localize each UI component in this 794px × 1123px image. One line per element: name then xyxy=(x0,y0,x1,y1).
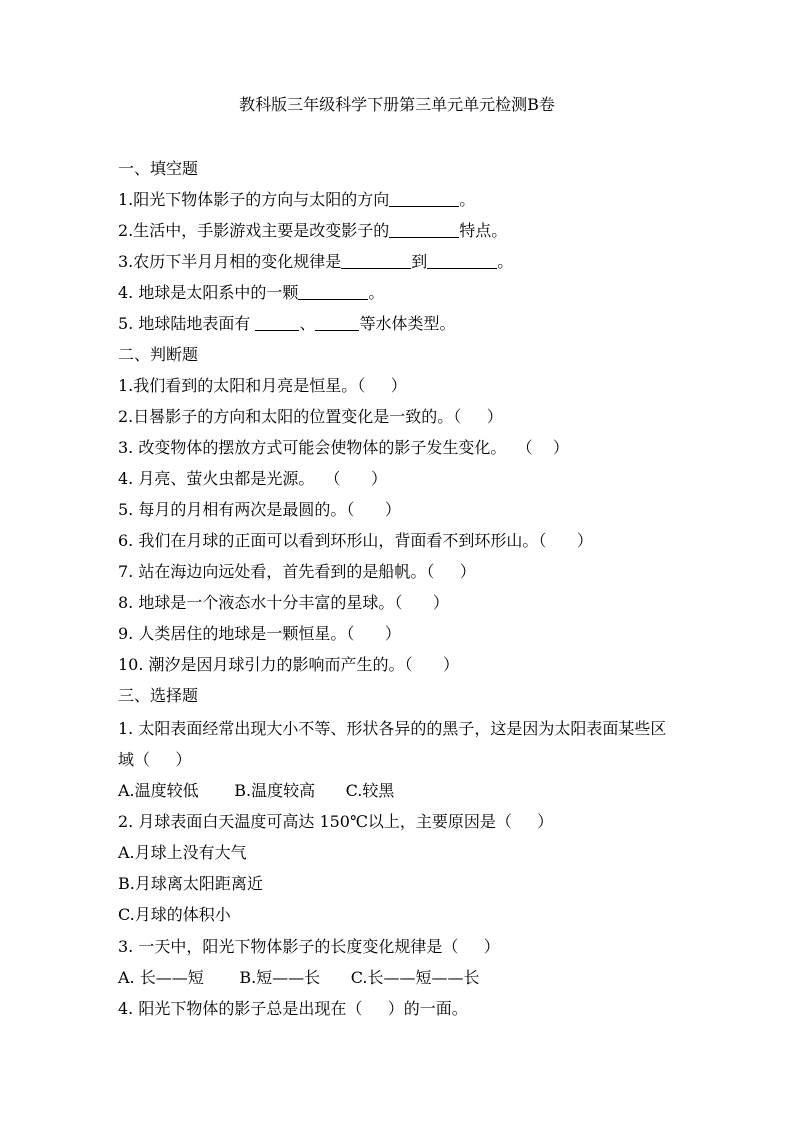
answer-blank[interactable] xyxy=(315,314,359,331)
question-text: 2.生活中，手影游戏主要是改变影子的 xyxy=(118,221,390,240)
question-judge: 3. 改变物体的摆放方式可能会使物体的影子发生变化。 （ ） xyxy=(118,438,569,457)
choice-option: A.月球上没有大气 xyxy=(118,843,247,862)
question-choice-text: 4. 阳光下物体的影子总是出现在（ ）的一面。 xyxy=(118,999,468,1018)
question-judge: 8. 地球是一个液态水十分丰富的星球。（ ） xyxy=(118,593,449,612)
page-title: 教科版三年级科学下册第三单元单元检测B卷 xyxy=(239,95,555,114)
question-text: 特点。 xyxy=(459,221,508,240)
choice-options: A. 长——短 B.短——长 C.长——短——长 xyxy=(118,968,480,987)
question-fill-3 xyxy=(118,251,513,273)
section-heading-true-false: 二、判断题 xyxy=(118,345,199,364)
question-fill-2 xyxy=(118,220,507,242)
answer-blank[interactable] xyxy=(427,252,497,269)
question-text: 1.阳光下物体影子的方向与太阳的方向 xyxy=(118,190,390,209)
choice-option: C.月球的体积小 xyxy=(118,905,231,924)
question-text: 4. 地球是太阳系中的一颗 xyxy=(118,283,299,302)
question-judge: 4. 月亮、萤火虫都是光源。 （ ） xyxy=(118,469,388,488)
question-judge: 9. 人类居住的地球是一颗恒星。（ ） xyxy=(118,624,401,643)
question-fill-1 xyxy=(118,189,475,211)
question-text: 到 xyxy=(411,252,428,271)
question-judge: 7. 站在海边向远处看，首先看到的是船帆。（ ） xyxy=(118,562,476,581)
question-choice-text: 1. 太阳表面经常出现大小不等、形状各异的的黑子，这是因为太阳表面某些区 xyxy=(118,719,667,738)
question-judge: 1.我们看到的太阳和月亮是恒星。（ ） xyxy=(118,376,407,395)
question-judge: 6. 我们在月球的正面可以看到环形山，背面看不到环形山。（ ） xyxy=(118,531,593,550)
answer-blank[interactable] xyxy=(389,221,459,238)
question-text: 。 xyxy=(497,252,514,271)
question-choice-text: 2. 月球表面白天温度可高达 150℃以上，主要原因是（ ） xyxy=(118,812,554,831)
section-heading-fill-in: 一、填空题 xyxy=(118,159,199,178)
choice-options: A.温度较低 B.温度较高 C.较黑 xyxy=(118,781,395,800)
question-judge: 10. 潮汐是因月球引力的影响而产生的。（ ） xyxy=(118,655,460,674)
question-text: 等水体类型。 xyxy=(359,314,456,333)
question-judge: 2.日晷影子的方向和太阳的位置变化是一致的。（ ） xyxy=(118,407,503,426)
question-judge: 5. 每月的月相有两次是最圆的。（ ） xyxy=(118,500,401,519)
question-choice-text: 域（ ） xyxy=(118,750,192,769)
question-text: 。 xyxy=(459,190,476,209)
question-fill-4 xyxy=(118,282,384,304)
answer-blank[interactable] xyxy=(341,252,411,269)
question-fill-5 xyxy=(118,313,455,335)
question-text: 、 xyxy=(299,314,316,333)
answer-blank[interactable] xyxy=(298,283,368,300)
choice-option: B.月球离太阳距离近 xyxy=(118,874,263,893)
question-text: 5. 地球陆地表面有 xyxy=(118,314,256,333)
answer-blank[interactable] xyxy=(255,314,299,331)
question-choice-text: 3. 一天中，阳光下物体影子的长度变化规律是（ ） xyxy=(118,937,500,956)
question-text: 3.农历下半月月相的变化规律是 xyxy=(118,252,342,271)
section-heading-multiple-choice: 三、选择题 xyxy=(118,686,199,705)
question-text: 。 xyxy=(368,283,385,302)
answer-blank[interactable] xyxy=(389,190,459,207)
